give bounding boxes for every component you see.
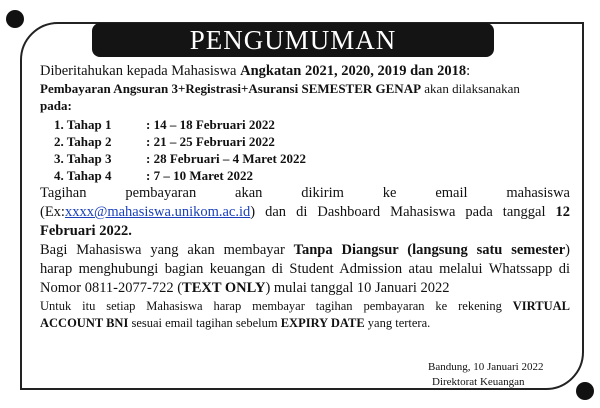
intro-cohorts: Angkatan 2021, 2020, 2019 dan 2018	[240, 63, 467, 79]
payment-paragraph	[40, 80, 570, 97]
schedule-item	[54, 167, 570, 184]
virtual-account-end: yang tertera.	[364, 316, 431, 330]
virtual-account-bold2: ACCOUNT BNI	[40, 316, 129, 330]
billing-line1: Tagihan pembayaran akan dikirim ke email mahasiswa	[40, 185, 570, 201]
corner-dot-top-left	[6, 10, 24, 28]
intro-paragraph	[40, 62, 570, 80]
page-title: PENGUMUMAN	[189, 24, 397, 55]
signature-place-date: Bandung, 10 Januari 2022	[428, 361, 544, 373]
billing-dashboard-text: ) dan di Dashboard Mahasiswa pada tanggal	[250, 204, 556, 220]
corner-dot-bottom-right	[576, 382, 594, 400]
no-installment-line3	[40, 279, 570, 298]
whatsapp-number-text: Nomor 0811-2077-722 (	[40, 280, 183, 296]
expiry-date-bold: EXPIRY DATE	[280, 316, 365, 330]
signature-office: Direktorat Keuangan	[432, 376, 525, 388]
schedule-item	[54, 133, 570, 150]
intro-text: Diberitahukan kepada Mahasiswa	[40, 63, 241, 79]
start-date-text: ) mulai tanggal 10 Januari 2022	[265, 280, 450, 296]
billing-line2	[40, 203, 570, 222]
billing-date-month: Februari 2022.	[40, 223, 132, 239]
schedule-item	[54, 150, 570, 167]
email-example-link[interactable]: xxxx@mahasiswa.unikom.ac.id	[64, 204, 251, 220]
billing-ex-open: (Ex:	[40, 204, 65, 220]
schedule-item	[54, 116, 570, 133]
virtual-account-line2	[40, 315, 570, 332]
virtual-account-line1	[40, 298, 570, 315]
schedule-step-name: 2. Tahap 2	[54, 134, 112, 149]
payment-text: akan dilaksanakan	[421, 81, 520, 96]
schedule-step-date: : 7 – 10 Maret 2022	[146, 168, 253, 183]
no-installment-line1	[40, 241, 570, 260]
text-only-note: TEXT ONLY	[182, 280, 266, 296]
virtual-account-bold1: VIRTUAL	[512, 299, 570, 313]
payment-line2: pada:	[40, 98, 72, 113]
virtual-account-mid: sesuai email tagihan sebelum	[128, 316, 281, 330]
intro-colon: :	[466, 63, 471, 79]
schedule-step-name: 1. Tahap 1	[54, 117, 112, 132]
no-installment-bold: Tanpa Diangsur (langsung satu semester	[293, 242, 566, 258]
no-installment-close: )	[565, 242, 571, 258]
no-installment-line2: harap menghubungi bagian keuangan di Student Admission atau melalui Whatssapp di	[40, 261, 570, 277]
virtual-account-text: Untuk itu setiap Mahasiswa harap membayar tagihan pembayaran ke rekening	[40, 299, 513, 313]
no-installment-text: Bagi Mahasiswa yang akan membayar	[40, 242, 294, 258]
schedule-step-date: : 21 – 25 Februari 2022	[146, 134, 275, 149]
schedule-step-name: 3. Tahap 3	[54, 151, 112, 166]
billing-date-day: 12	[555, 204, 570, 220]
schedule-step-name: 4. Tahap 4	[54, 168, 112, 183]
announcement-body	[40, 62, 570, 332]
payment-title: Pembayaran Angsuran 3+Registrasi+Asuransi SEMESTER GENAP	[40, 81, 422, 96]
title-banner	[92, 23, 494, 57]
schedule-step-date: : 28 Februari – 4 Maret 2022	[146, 151, 307, 166]
schedule-step-date: : 14 – 18 Februari 2022	[146, 117, 275, 132]
schedule-list	[54, 116, 570, 184]
